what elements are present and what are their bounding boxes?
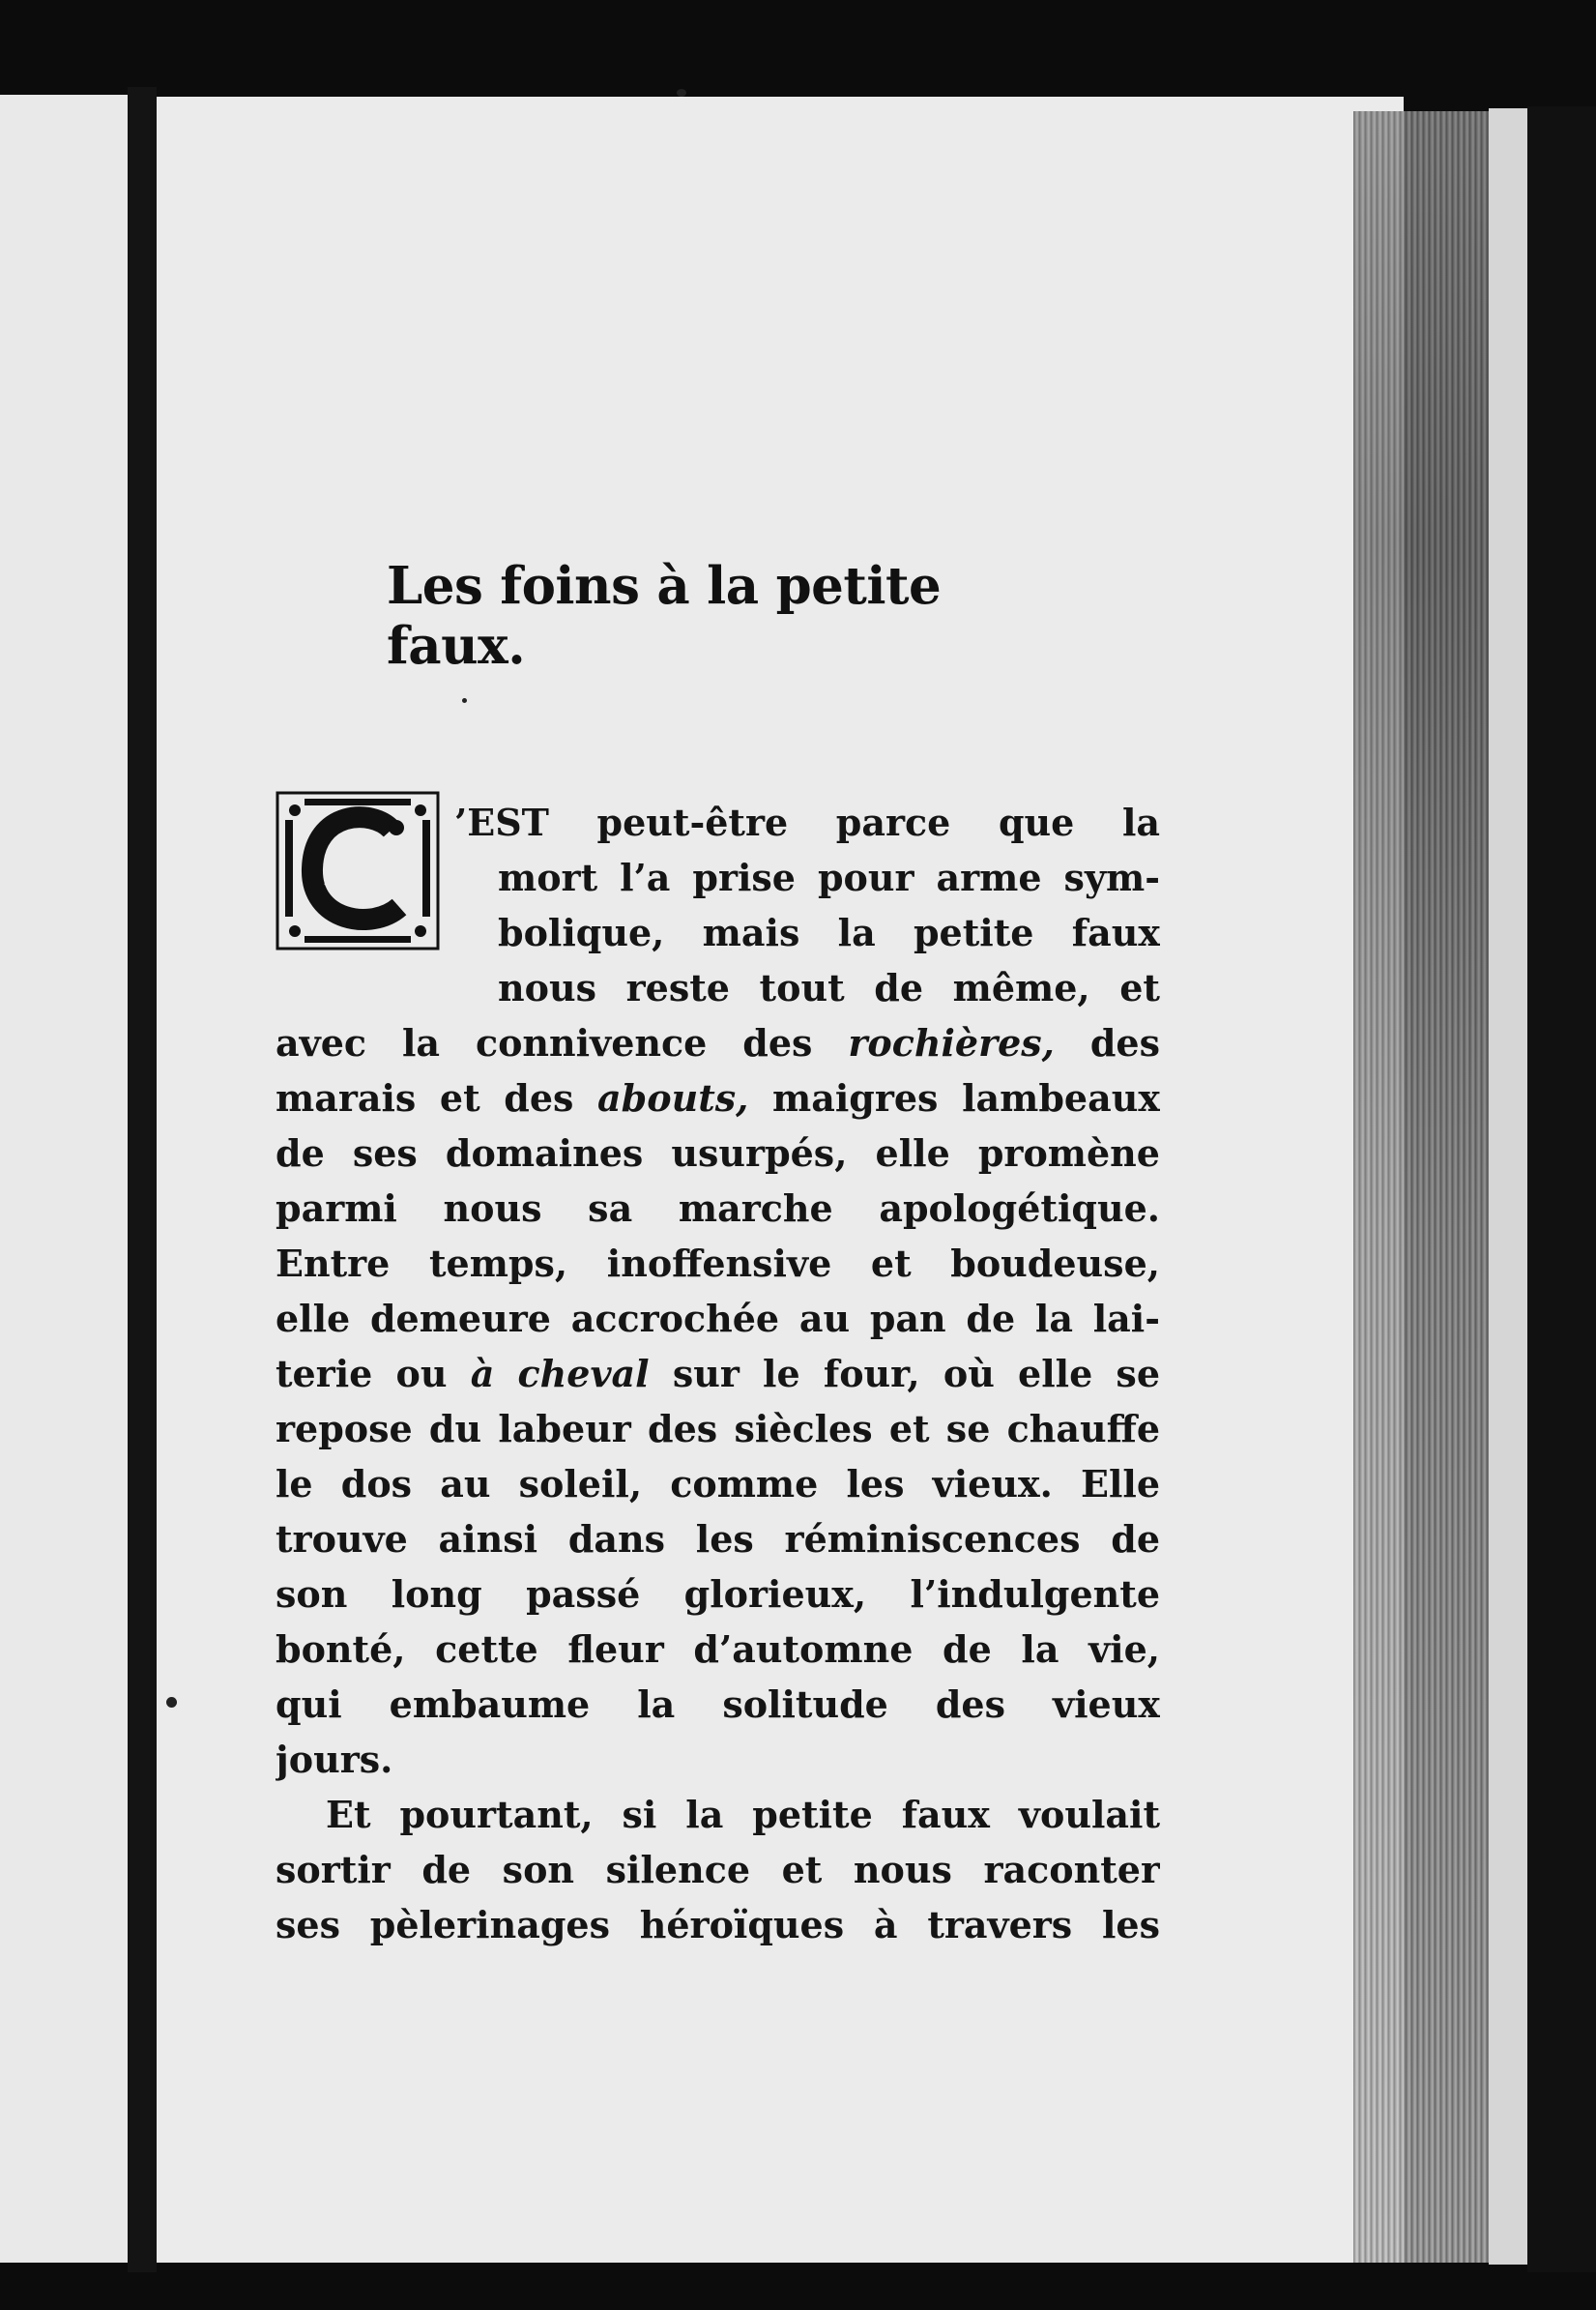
text-line: son long passé glorieux, l’indulgente [276,1572,1160,1616]
speck [677,89,686,97]
text-line: parmi nous sa marche apologétique. [276,1186,1160,1230]
text-line: sortir de son silence et nous raconter [276,1848,1160,1891]
text-line: terie ou à cheval sur le four, où elle se [276,1352,1160,1395]
text-line: jours. [276,1738,393,1781]
text-line: mort l’a prise pour arme sym- [498,856,1160,899]
text-line: de ses domaines usurpés, elle promène [276,1131,1160,1175]
text-line: avec la connivence des rochières, des [276,1021,1160,1065]
text-line: Et pourtant, si la petite faux voulait [326,1793,1160,1836]
text-line: bonté, cette fleur d’automne de la vie, [276,1627,1160,1671]
text-line: nous reste tout de même, et [498,966,1160,1009]
text-line: marais et des abouts, maigres lambeaux [276,1076,1160,1120]
chapter-title: Les foins à la petite faux. [387,556,942,676]
body-text [276,795,1160,1952]
page-block-edge [1353,111,1508,2263]
facing-page-edge [0,95,128,2263]
text-line: Entre temps, inoffensive et boudeuse, [276,1242,1160,1285]
text-line: qui embaume la solitude des vieux [276,1682,1160,1726]
text-line: ’EST peut-être parce que la [454,801,1160,844]
book-gutter [128,87,157,2272]
speck [166,1697,177,1708]
text-line: bolique, mais la petite faux [498,911,1160,954]
text-line: trouve ainsi dans les réminiscences de [276,1517,1160,1561]
text-line: elle demeure accrochée au pan de la lai- [276,1297,1160,1340]
page-block-edge-light [1489,108,1527,2265]
text-line: repose du labeur des siècles et se chauffe [276,1407,1160,1450]
page-block-shadow [1527,106,1596,2272]
text-line: ses pèlerinages héroïques à travers les [276,1903,1160,1946]
text-line: le dos au soleil, comme les vieux. Elle [276,1462,1160,1506]
speck [462,698,467,703]
